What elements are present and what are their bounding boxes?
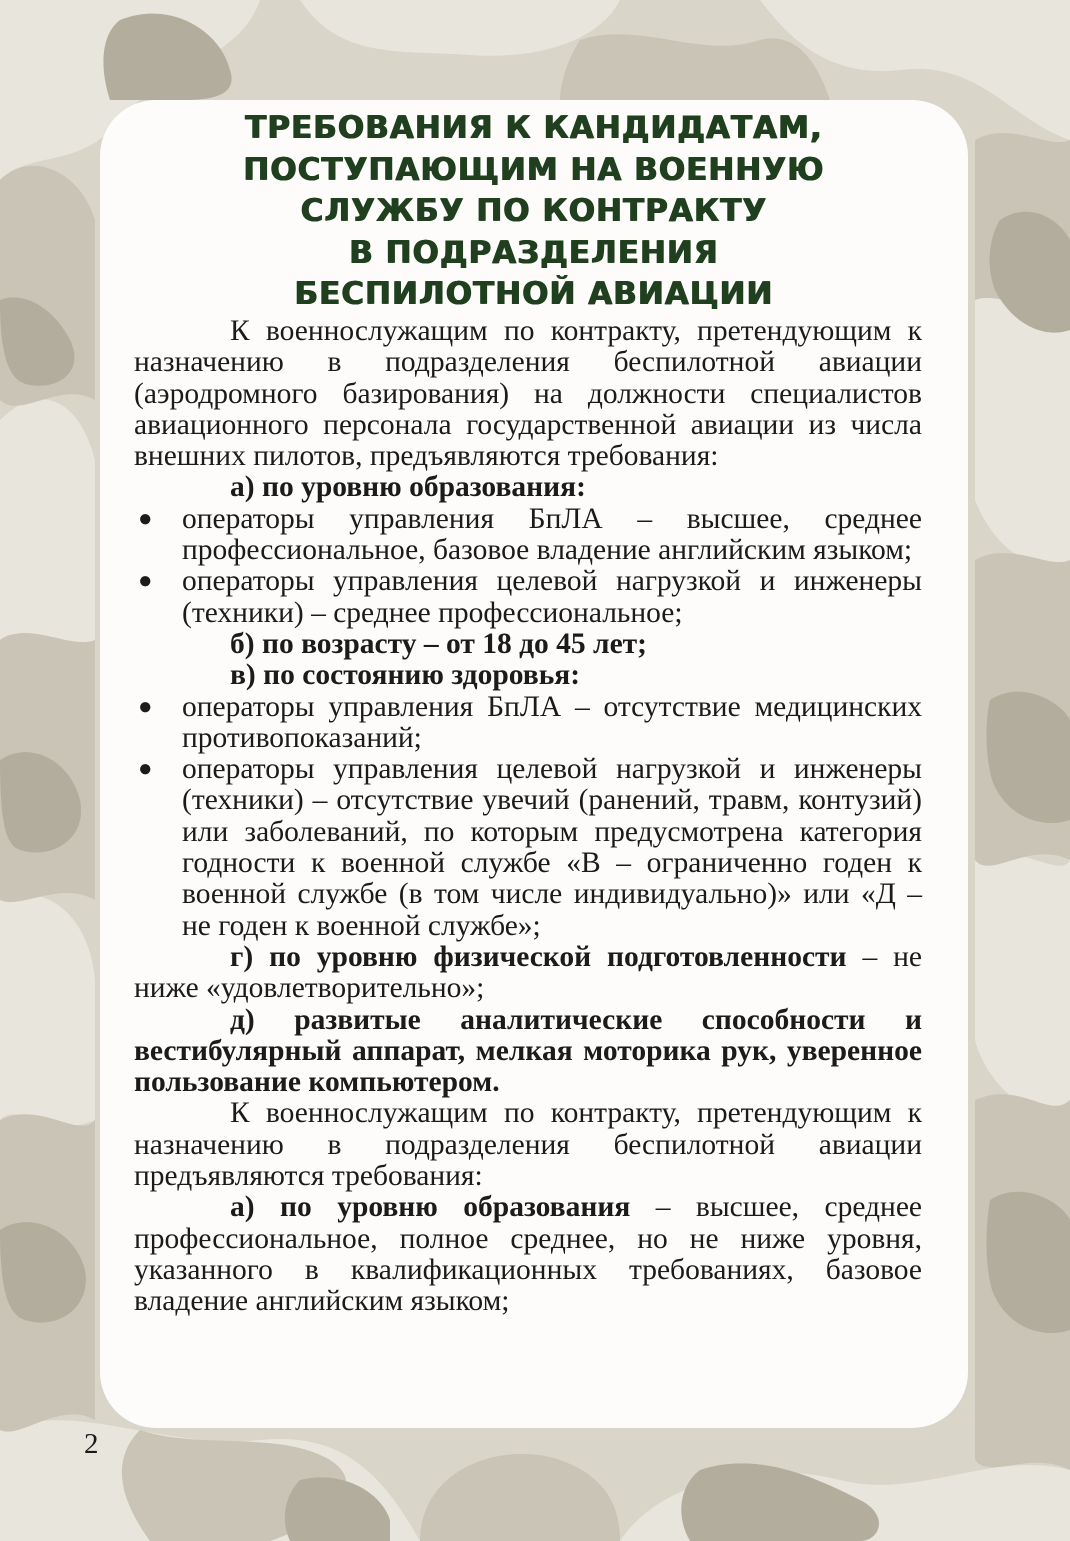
section1-intro: К военнослужащим по контракту, претендующим к назначению в подразделения беспилотной авиации (аэродромного базирования) на должности специалистов авиационного персонала государственной авиации из числа внешних пилотов, предъявляются требования:: [134, 315, 922, 473]
list-item-text: операторы управления БпЛА – отсутствие медицинских противопоказаний;: [182, 690, 922, 754]
list-item: [134, 692, 922, 755]
list-item-text: операторы управления целевой нагрузкой и инженеры (техники) – отсутствие увечий (ранений, травм, контузий) или заболеваний, по которым предусмотрена категория годности к военной службе «В – ограниченно годен к военной службе (в том числе индивидуально)» или «Д – не годен к военной службе»;: [182, 753, 922, 942]
document-body: [134, 316, 922, 1318]
section1-health-heading: в) по состоянию здоровья:: [230, 659, 581, 692]
section1-education-heading: а) по уровню образования:: [230, 471, 586, 504]
title-line: В ПОДРАЗДЕЛЕНИЯ: [349, 234, 719, 271]
section2-intro: К военнослужащим по контракту, претендующим к назначению в подразделения беспилотной авиации предъявляются требования:: [134, 1097, 922, 1193]
health-list: [134, 692, 922, 942]
bullet-icon: ●: [138, 693, 153, 720]
section1-age-heading: б) по возрасту – от 18 до 45 лет;: [230, 627, 647, 660]
title-line: ТРЕБОВАНИЯ К КАНДИДАТАМ,: [245, 110, 823, 146]
list-item: [134, 504, 922, 567]
title-line: СЛУЖБУ ПО КОНТРАКТУ: [300, 193, 768, 229]
section2-education-heading: а) по уровню образования: [230, 1191, 631, 1224]
bullet-icon: ●: [138, 756, 153, 783]
section2-education-paragraph: [134, 1192, 922, 1317]
title-line: ПОСТУПАЮЩИМ НА ВОЕННУЮ: [243, 151, 825, 188]
list-item-text: операторы управления целевой нагрузкой и инженеры (техники) – среднее профессиональное;: [182, 565, 922, 629]
fitness-text: – не ниже «удовлетворительно»;: [134, 940, 922, 1005]
bullet-icon: ●: [138, 568, 153, 595]
section1-abilities-paragraph: д) развитые аналитические способности и вестибулярный аппарат, мелкая моторика рук, уверенное пользование компьютером.: [134, 1003, 922, 1099]
education-list: [134, 504, 922, 629]
section1-fitness-paragraph: [134, 942, 922, 1005]
page-number: 2: [84, 1428, 99, 1460]
page-title: [100, 108, 968, 316]
list-item-text: операторы управления БпЛА – высшее, среднее профессиональное, базовое владение английским языком;: [182, 502, 922, 567]
list-item: [134, 754, 922, 942]
section2-education-text: – высшее, среднее профессиональное, полное среднее, но не ниже уровня, указанного в квалификационных требованиях, базовое владение английским языком;: [134, 1191, 923, 1318]
list-item: [134, 566, 922, 629]
fitness-heading: г) по уровню физической подготовленности: [230, 940, 847, 973]
bullet-icon: ●: [138, 505, 153, 532]
title-line: БЕСПИЛОТНОЙ АВИАЦИИ: [294, 276, 774, 312]
